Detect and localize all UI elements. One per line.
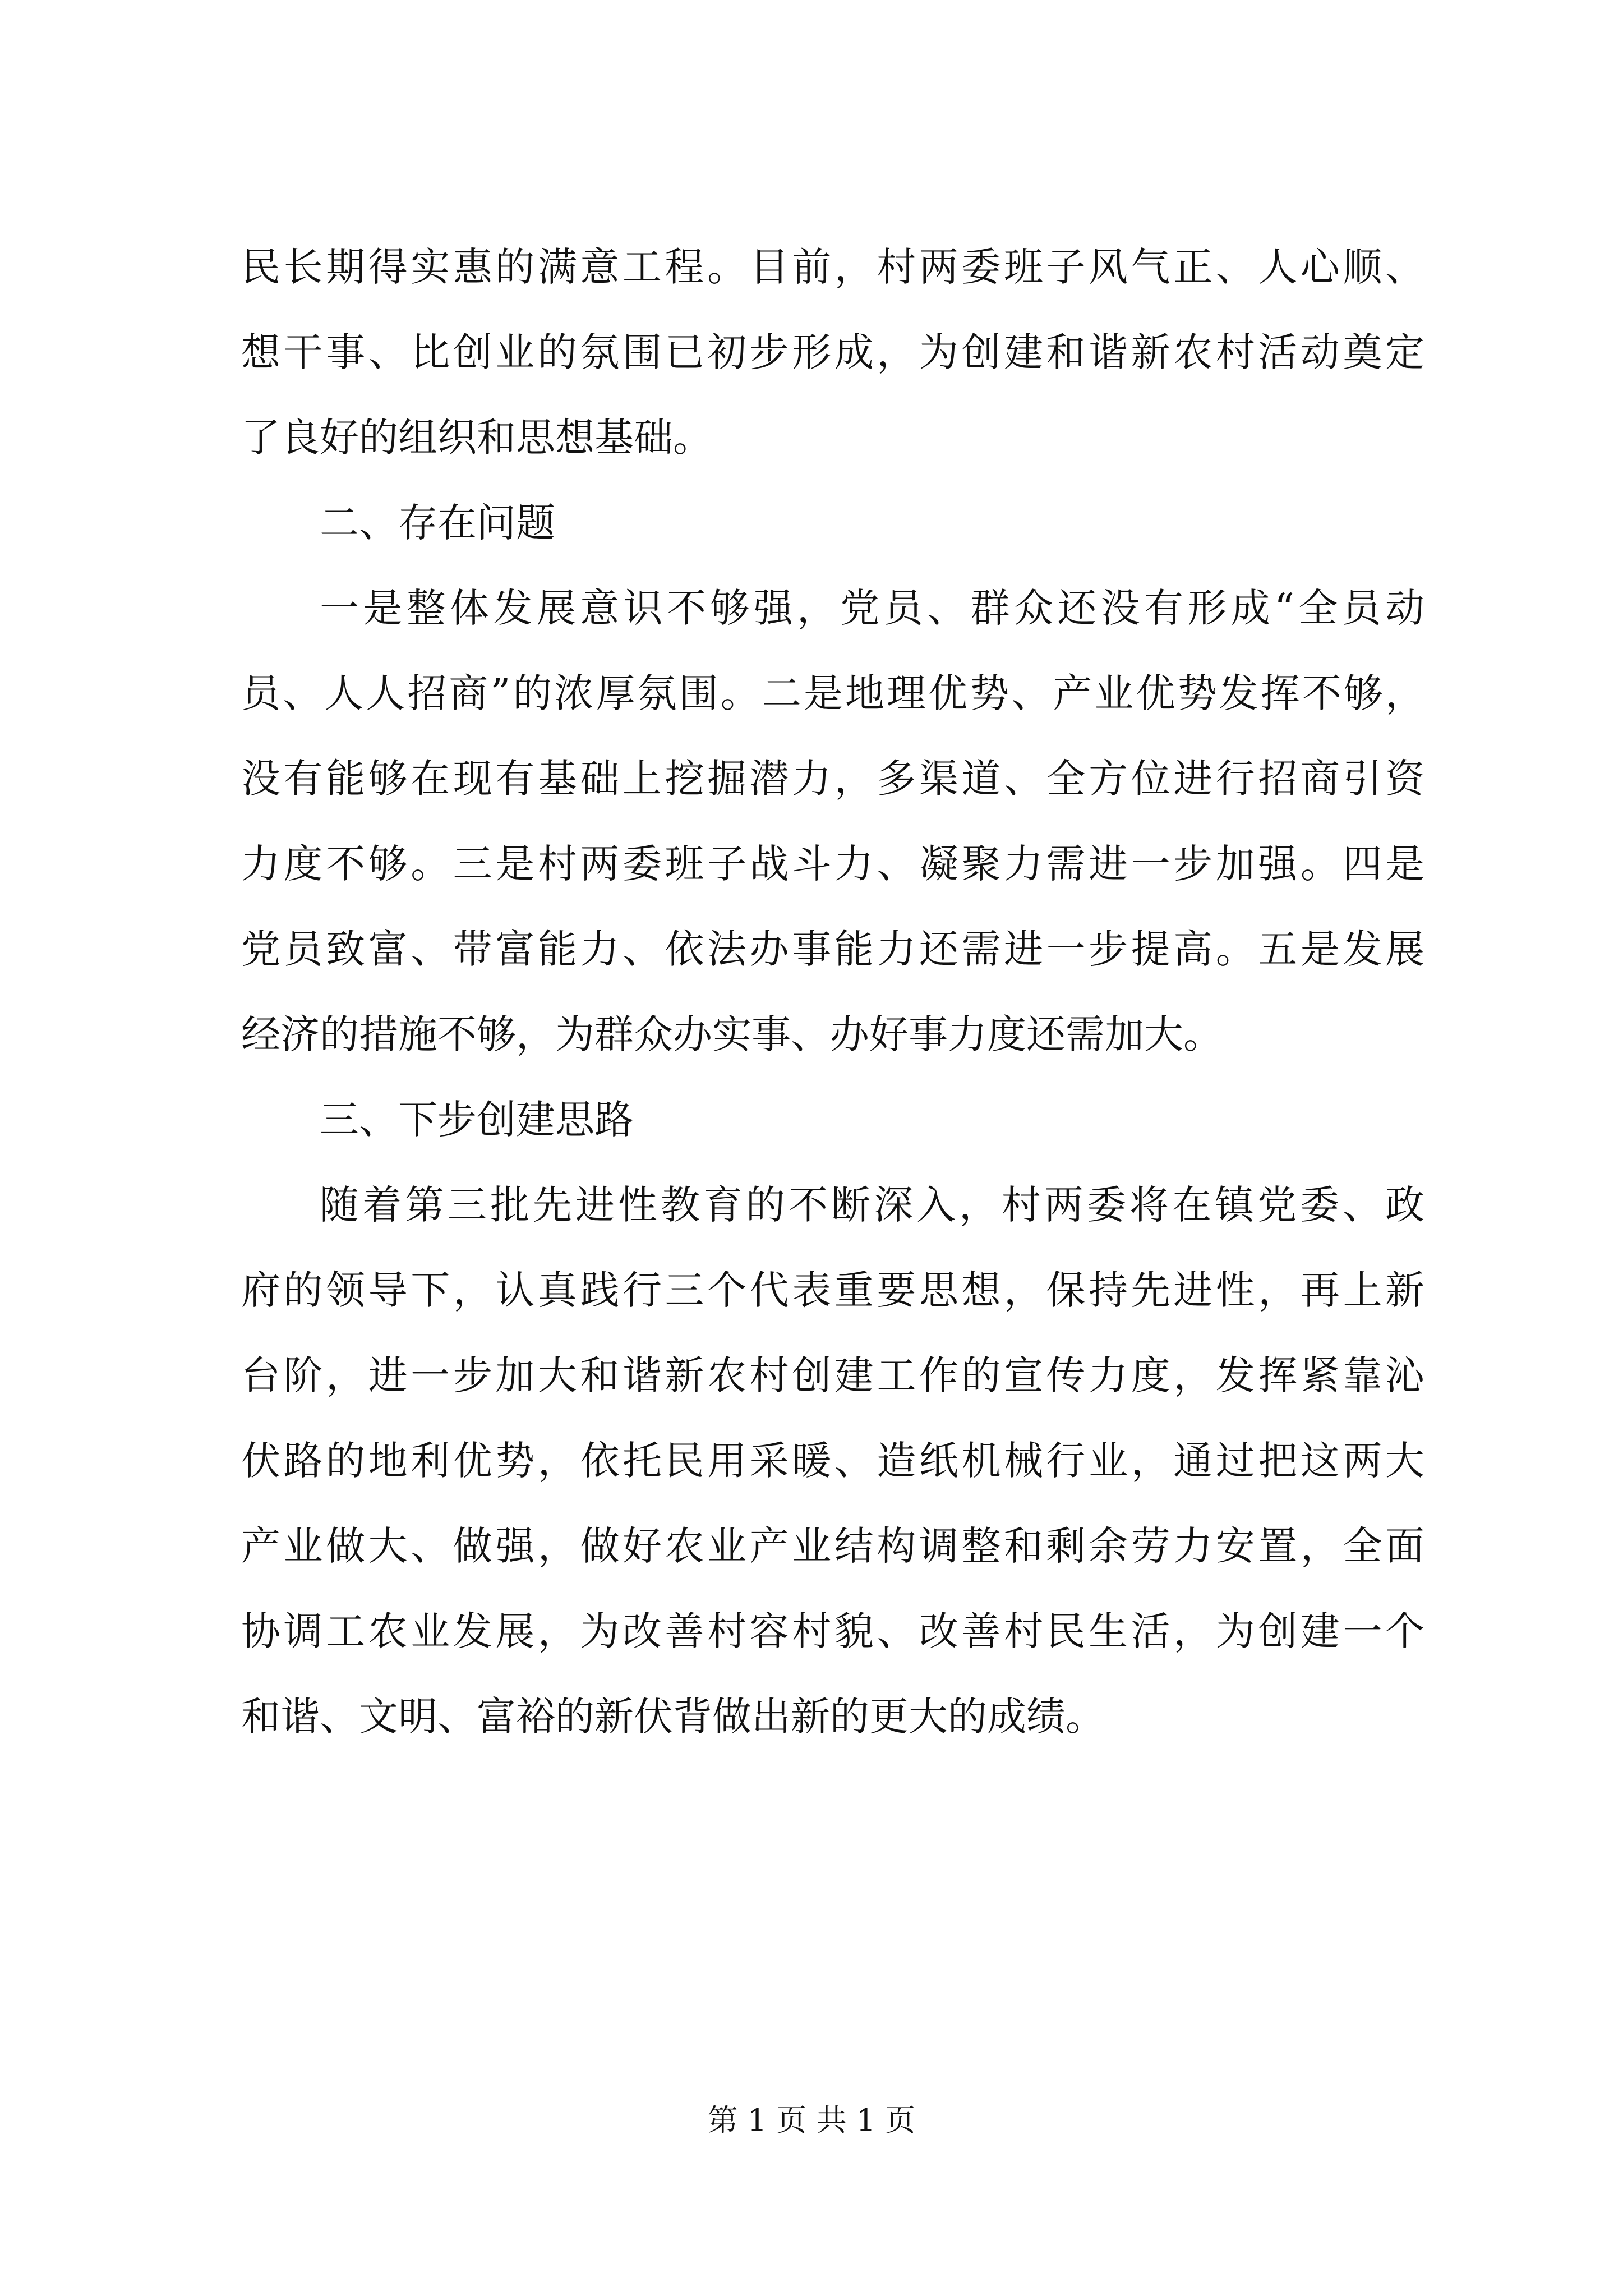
paragraph-1-line-1: 民长期得实惠的满意工程。目前，村两委班子风气正、人心顺、 (241, 244, 1424, 290)
paragraph-3-line-2: 府的领导下，认真践行三个代表重要思想，保持先进性，再上新 (241, 1267, 1424, 1313)
paragraph-3-line-3: 台阶，进一步加大和谐新农村创建工作的宣传力度，发挥紧靠沁 (241, 1352, 1424, 1398)
paragraph-2-line-3: 没有能够在现有基础上挖掘潜力，多渠道、全方位进行招商引资 (241, 756, 1424, 802)
paragraph-3-line-6: 协调工农业发展，为改善村容村貌、改善村民生活，为创建一个 (241, 1608, 1424, 1654)
paragraph-2-line-5: 党员致富、带富能力、依法办事能力还需进一步提高。五是发展 (241, 926, 1424, 972)
page-number-footer: 第 1 页 共 1 页 (707, 2102, 916, 2138)
paragraph-2-line-4: 力度不够。三是村两委班子战斗力、凝聚力需进一步加强。四是 (241, 841, 1424, 887)
paragraph-1-line-3: 了良好的组织和思想基础。 (241, 415, 712, 461)
paragraph-3-line-1: 随着第三批先进性教育的不断深入，村两委将在镇党委、政 (320, 1182, 1424, 1228)
document-body (241, 224, 1424, 1759)
paragraph-2-line-2: 员、人人招商”的浓厚氛围。二是地理优势、产业优势发挥不够， (241, 670, 1424, 716)
paragraph-3-line-4: 伏路的地利优势，依托民用采暖、造纸机械行业，通过把这两大 (241, 1438, 1424, 1484)
paragraph-3-line-7: 和谐、文明、富裕的新伏背做出新的更大的成绩。 (241, 1694, 1105, 1740)
paragraph-3-line-5: 产业做大、做强，做好农业产业结构调整和剩余劳力安置，全面 (241, 1523, 1424, 1569)
section-heading-next-steps: 三、下步创建思路 (320, 1097, 634, 1143)
section-heading-problems: 二、存在问题 (320, 500, 555, 546)
paragraph-1-line-2: 想干事、比创业的氛围已初步形成，为创建和谐新农村活动奠定 (241, 329, 1424, 375)
paragraph-2-line-1: 一是整体发展意识不够强，党员、群众还没有形成“全员动 (320, 585, 1424, 631)
paragraph-2-line-6: 经济的措施不够，为群众办实事、办好事力度还需加大。 (241, 1011, 1223, 1057)
